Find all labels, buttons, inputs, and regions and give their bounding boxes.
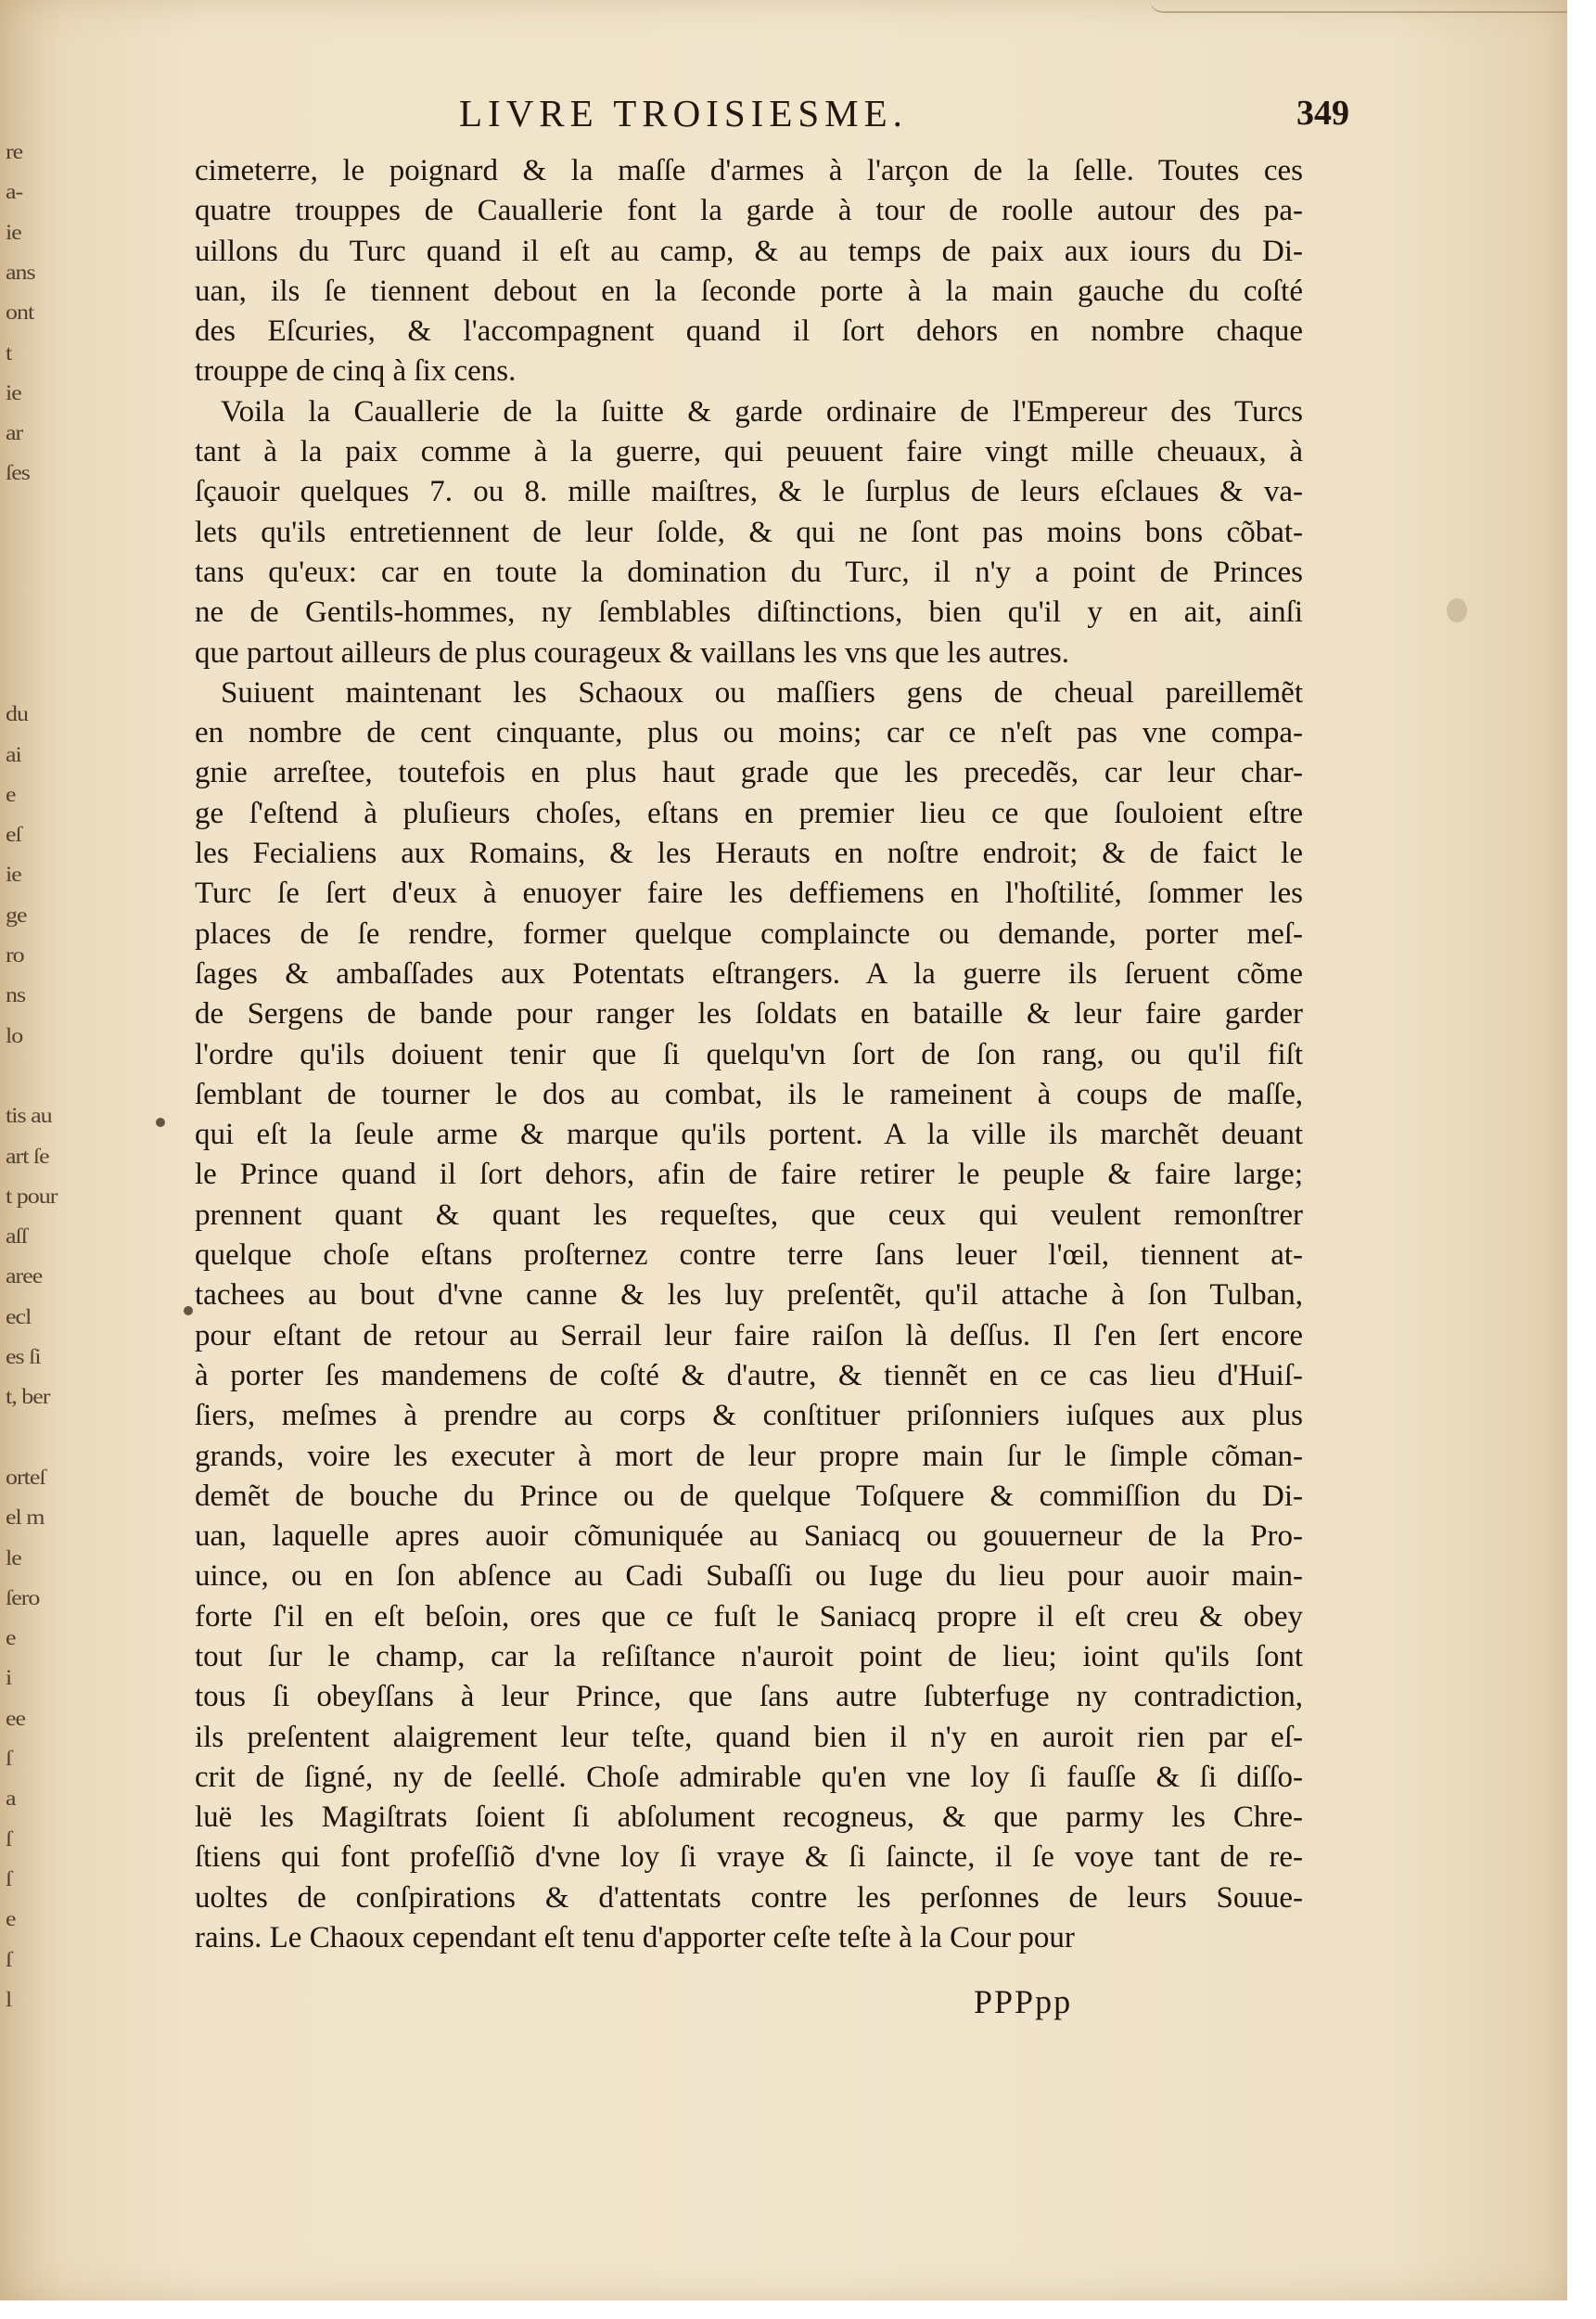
text-line: tachees au bout d'vne canne & les luy preſentẽt, qu'il attache à ſon Tulban, bbox=[195, 1278, 1303, 1313]
text-line: tans qu'eux: car en toute la domination du Turc, il n'y a point de Princes bbox=[195, 555, 1303, 589]
text-line: trouppe de cinq à ſix cens. bbox=[195, 354, 517, 389]
text-line: en nombre de cent cinquante, plus ou moins; car ce n'eſt pas vne compa- bbox=[195, 716, 1303, 750]
ink-stain bbox=[1447, 598, 1467, 622]
text-line: ſtiens qui font profeſſiõ d'vne loy ſi vraye & ſi ſaincte, il ſe voye tant de re- bbox=[195, 1840, 1303, 1875]
text-line: forte ſ'il en eſt beſoin, ores que ce fuſt le Saniacq propre il eſt creu & obey bbox=[195, 1599, 1303, 1634]
running-title: LIVRE TROISIESME. bbox=[459, 92, 908, 135]
text-line: cimeterre, le poignard & la maſſe d'armes à l'arçon de la ſelle. Toutes ces bbox=[195, 154, 1303, 187]
text-line: des Eſcuries, & l'accompagnent quand il ſort dehors en nombre chaque bbox=[195, 314, 1303, 349]
text-line: tous ſi obeyſſans à leur Prince, que ſans autre ſubterfuge ny contradiction, bbox=[195, 1680, 1303, 1714]
gutter-fragment: ie bbox=[6, 380, 21, 405]
gutter-fragment: l bbox=[6, 1987, 12, 2012]
gutter-fragment: ie bbox=[6, 862, 21, 887]
text-line: l'ordre qu'ils doiuent tenir que ſi quelqu'vn ſort de ſon rang, ou qu'il fiſt bbox=[195, 1037, 1303, 1071]
text-line: tant à la paix comme à la guerre, qui peuuent faire vingt mille cheuaux, à bbox=[195, 435, 1303, 469]
text-line: de Sergens de bande pour ranger les ſoldats en bataille & leur faire garder bbox=[195, 997, 1303, 1031]
gutter-fragment: ſ bbox=[6, 1866, 12, 1891]
text-line: crit de ſigné, ny de ſeellé. Choſe admirable qu'en vne loy ſi fauſſe & ſi diſſo- bbox=[195, 1760, 1303, 1794]
text-line: ſiers, meſmes à prendre au corps & conſtituer priſonniers iuſques aux plus bbox=[195, 1399, 1303, 1433]
gutter-fragment: ar bbox=[6, 420, 23, 445]
facing-page-gutter bbox=[6, 139, 80, 2069]
gutter-fragment: ai bbox=[6, 742, 21, 767]
gutter-fragment: e bbox=[6, 1906, 16, 1931]
gutter-fragment: eſ bbox=[6, 822, 21, 847]
text-line: ge ſ'eſtend à pluſieurs choſes, eſtans en premier lieu ce que ſouloient eſtre bbox=[195, 796, 1303, 830]
gutter-fragment: ee bbox=[6, 1706, 26, 1731]
gutter-fragment: ont bbox=[6, 300, 34, 325]
gutter-fragment: art ſe bbox=[6, 1144, 49, 1169]
gutter-fragment: t pour bbox=[6, 1184, 57, 1209]
text-line: les Fecialiens aux Romains, & les Herauts en noſtre endroit; & de faict le bbox=[195, 837, 1303, 871]
gutter-fragment: es ſi bbox=[6, 1344, 41, 1369]
text-line: luë les Magiſtrats ſoient ſi abſolument recogneus, & que parmy les Chre- bbox=[195, 1800, 1303, 1835]
gutter-fragment: re bbox=[6, 139, 23, 164]
ink-stain bbox=[156, 1118, 165, 1127]
gutter-fragment: le bbox=[6, 1545, 21, 1570]
gutter-fragment: a- bbox=[6, 179, 23, 204]
text-line: ils preſentent alaigrement leur teſte, quand bien il n'y en auroit rien par eſ- bbox=[195, 1720, 1303, 1754]
text-line: pour eſtant de retour au Serrail leur faire raiſon là deſſus. Il ſ'en ſert encore bbox=[195, 1318, 1303, 1352]
text-line: Voila la Cauallerie de la ſuitte & garde ordinaire de l'Empereur des Turcs bbox=[221, 394, 1303, 429]
page-header bbox=[459, 91, 1349, 147]
text-line: tout ſur le champ, car la reſiſtance n'auroit point de lieu; ioint qu'ils ſont bbox=[195, 1639, 1303, 1673]
gutter-fragment: ſ bbox=[6, 1947, 12, 1972]
text-line: que partout ailleurs de plus courageux & vaillans les vns que les autres. bbox=[195, 635, 1069, 670]
text-line: lets qu'ils entretiennent de leur ſolde, & qui ne ſont pas moins bons cõbat- bbox=[195, 515, 1303, 549]
gutter-fragment: a bbox=[6, 1786, 16, 1811]
gutter-fragment: t bbox=[6, 340, 12, 365]
text-line: Suiuent maintenant les Schaoux ou maſſiers gens de cheual pareillemẽt bbox=[221, 675, 1303, 710]
text-line: demẽt de bouche du Prince ou de quelque Toſquere & commiſſion du Di- bbox=[195, 1479, 1303, 1513]
page-number: 349 bbox=[1296, 94, 1349, 133]
gutter-fragment: tis au bbox=[6, 1103, 52, 1128]
text-line: ſemblant de tourner le dos au combat, ils le rameinent à coups de maſſe, bbox=[195, 1077, 1303, 1111]
text-line: uince, ou en ſon abſence au Cadi Subaſſi ou Iuge du lieu pour auoir main- bbox=[195, 1559, 1303, 1594]
gutter-fragment: ans bbox=[6, 260, 35, 285]
text-line: places de ſe rendre, former quelque complaincte ou demande, porter meſ- bbox=[195, 916, 1303, 951]
text-line: à porter ſes mandemens de coſté & d'autre, & tiennẽt en ce cas lieu d'Huiſ- bbox=[195, 1358, 1303, 1392]
gutter-fragment: ſes bbox=[6, 460, 30, 485]
gutter-fragment: lo bbox=[6, 1023, 23, 1048]
gutter-fragment: i bbox=[6, 1665, 12, 1690]
gutter-fragment: ge bbox=[6, 903, 27, 928]
text-line: quelque choſe eſtans proſternez contre terre ſans leuer l'œil, tiennent at- bbox=[195, 1238, 1303, 1273]
text-line: quatre trouppes de Cauallerie font la garde à tour de roolle autour des pa- bbox=[195, 194, 1303, 228]
text-line: ſçauoir quelques 7. ou 8. mille maiſtres, & le ſurplus de leurs eſclaues & va- bbox=[195, 475, 1303, 509]
text-line: ne de Gentils-hommes, ny ſemblables diſtinctions, bien qu'il y en ait, ainſi bbox=[195, 596, 1303, 630]
gutter-fragment: e bbox=[6, 782, 16, 807]
text-line: ſages & ambaſſades aux Potentats eſtrangers. A la guerre ils ſeruent cõme bbox=[195, 956, 1303, 991]
body-text bbox=[195, 151, 1303, 1958]
text-line: uan, ils ſe tiennent debout en la ſeconde porte à la main gauche du coſté bbox=[195, 274, 1303, 308]
gutter-fragment: orteſ bbox=[6, 1465, 45, 1490]
text-line: gnie arreſtee, toutefois en plus haut grade que les precedẽs, car leur char- bbox=[195, 756, 1303, 790]
text-line: le Prince quand il ſort dehors, afin de faire retirer le peuple & faire large; bbox=[195, 1158, 1303, 1192]
text-line: uoltes de conſpirations & d'attentats contre les perſonnes de leurs Souue- bbox=[195, 1880, 1303, 1915]
gutter-fragment: ecl bbox=[6, 1304, 32, 1329]
gutter-fragment: ns bbox=[6, 982, 26, 1007]
gutter-fragment: e bbox=[6, 1625, 16, 1650]
text-line: prennent quant & quant les requeſtes, que ceux qui veulent remonſtrer bbox=[195, 1198, 1303, 1232]
gutter-fragment: ie bbox=[6, 220, 21, 245]
text-line: uillons du Turc quand il eſt au camp, & au temps de paix aux iours du Di- bbox=[195, 234, 1303, 268]
ink-stain bbox=[184, 1306, 193, 1315]
text-line: grands, voire les executer à mort de leur propre main ſur le ſimple cõman- bbox=[195, 1439, 1303, 1473]
gutter-fragment: ſero bbox=[6, 1585, 40, 1610]
top-edge-rule bbox=[1150, 0, 1577, 13]
gutter-fragment: aſſ bbox=[6, 1224, 27, 1249]
gutter-fragment: aree bbox=[6, 1263, 43, 1288]
gutter-fragment: el m bbox=[6, 1505, 45, 1530]
text-line: qui eſt la ſeule arme & marque qu'ils portent. A la ville ils marchẽt deuant bbox=[195, 1118, 1303, 1152]
scan-margin-bottom bbox=[0, 2300, 1596, 2319]
text-line: Turc ſe ſert d'eux à enuoyer faire les deffiemens en l'hoſtilité, ſommer les bbox=[195, 877, 1303, 911]
signature-mark: PPPpp bbox=[974, 1983, 1073, 2020]
gutter-fragment: ro bbox=[6, 942, 24, 967]
gutter-fragment: du bbox=[6, 701, 28, 726]
gutter-fragment: t, ber bbox=[6, 1384, 50, 1409]
text-line: uan, laquelle apres auoir cõmuniquée au Saniacq ou gouuerneur de la Pro- bbox=[195, 1519, 1303, 1554]
text-line: rains. Le Chaoux cependant eſt tenu d'apporter ceſte teſte à la Cour pour bbox=[195, 1921, 1075, 1955]
scan-margin-right bbox=[1567, 0, 1596, 2319]
gutter-fragment: ſ bbox=[6, 1826, 12, 1851]
gutter-fragment: ſ bbox=[6, 1746, 12, 1771]
